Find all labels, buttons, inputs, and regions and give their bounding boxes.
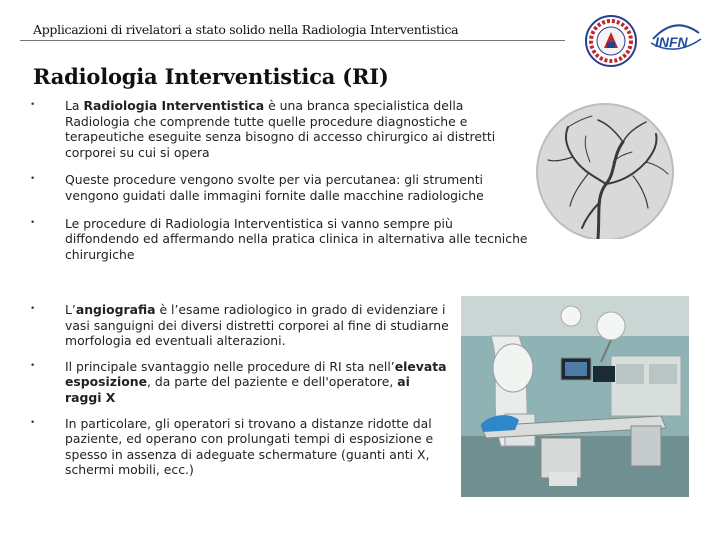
interventional-radiology-room-image	[461, 296, 689, 497]
bullet-list-top	[30, 98, 530, 274]
bullet-dot: •	[30, 304, 36, 314]
bullet-bold-text: Radiologia Interventistica	[83, 98, 265, 113]
bullet-dot: •	[30, 360, 36, 371]
header-text: Applicazioni di rivelatori a stato solido nella Radiologia Interventistica	[33, 22, 459, 37]
bullet-dot: •	[30, 100, 36, 110]
bullet-dot: •	[30, 217, 36, 228]
bullet-dot: •	[30, 417, 36, 428]
bullet-bold-text: elevata esposizione	[65, 358, 447, 390]
university-seal-logo	[584, 14, 638, 68]
list-item	[30, 416, 450, 478]
bullet-text: Queste procedure vengono svolte per via percutanea: gli strumenti vengono guidati dalle immagini fornite dalle macchine radiologiche	[65, 172, 484, 203]
list-item	[30, 98, 530, 160]
slide-title: Radiologia Interventistica (RI)	[33, 64, 389, 89]
bullet-text: è una branca specialistica della Radiologia che comprende tutte quelle procedure diagnostiche e terapeutiche eseguite senza bisogno di accesso chirurgico ai distretti corporei su cui si opera	[65, 98, 496, 160]
list-item	[30, 359, 450, 406]
bullet-list-bottom	[30, 302, 450, 488]
angiogram-image	[528, 102, 683, 239]
bullet-text: L’	[65, 302, 76, 317]
bullet-text: La	[65, 98, 84, 113]
header-rule	[20, 40, 565, 41]
bullet-text: è l’esame radiologico in grado di evidenziare i vasi sanguigni dei diversi distretti corporei al fine di studiarne morfologia ed eventuali alterazioni.	[65, 302, 449, 349]
bullet-dot: •	[30, 174, 36, 185]
bullet-bold-text: angiografia	[75, 302, 156, 317]
list-item	[30, 302, 450, 349]
bullet-bold-text: ai raggi X	[65, 374, 410, 405]
bullet-text: Il principale svantaggio nelle procedure di RI sta nell’	[65, 358, 395, 374]
list-item	[30, 216, 530, 263]
list-item	[30, 172, 530, 203]
infn-logo	[645, 17, 705, 65]
bullet-text: In particolare, gli operatori si trovano a distanze ridotte dal paziente, ed operano con prolungati tempi di esposizione e spesso in assenza di adeguate schermature (guanti anti X, schermi mobili, ecc.)	[65, 415, 434, 478]
bullet-text: Le procedure di Radiologia Interventistica si vanno sempre più diffondendo ed affermando nella pratica clinica in alternativa alle tecniche chirurgiche	[65, 215, 528, 262]
svg-text:INFN: INFN	[655, 34, 688, 50]
bullet-text: , da parte del paziente e dell'operatore,	[146, 374, 398, 390]
